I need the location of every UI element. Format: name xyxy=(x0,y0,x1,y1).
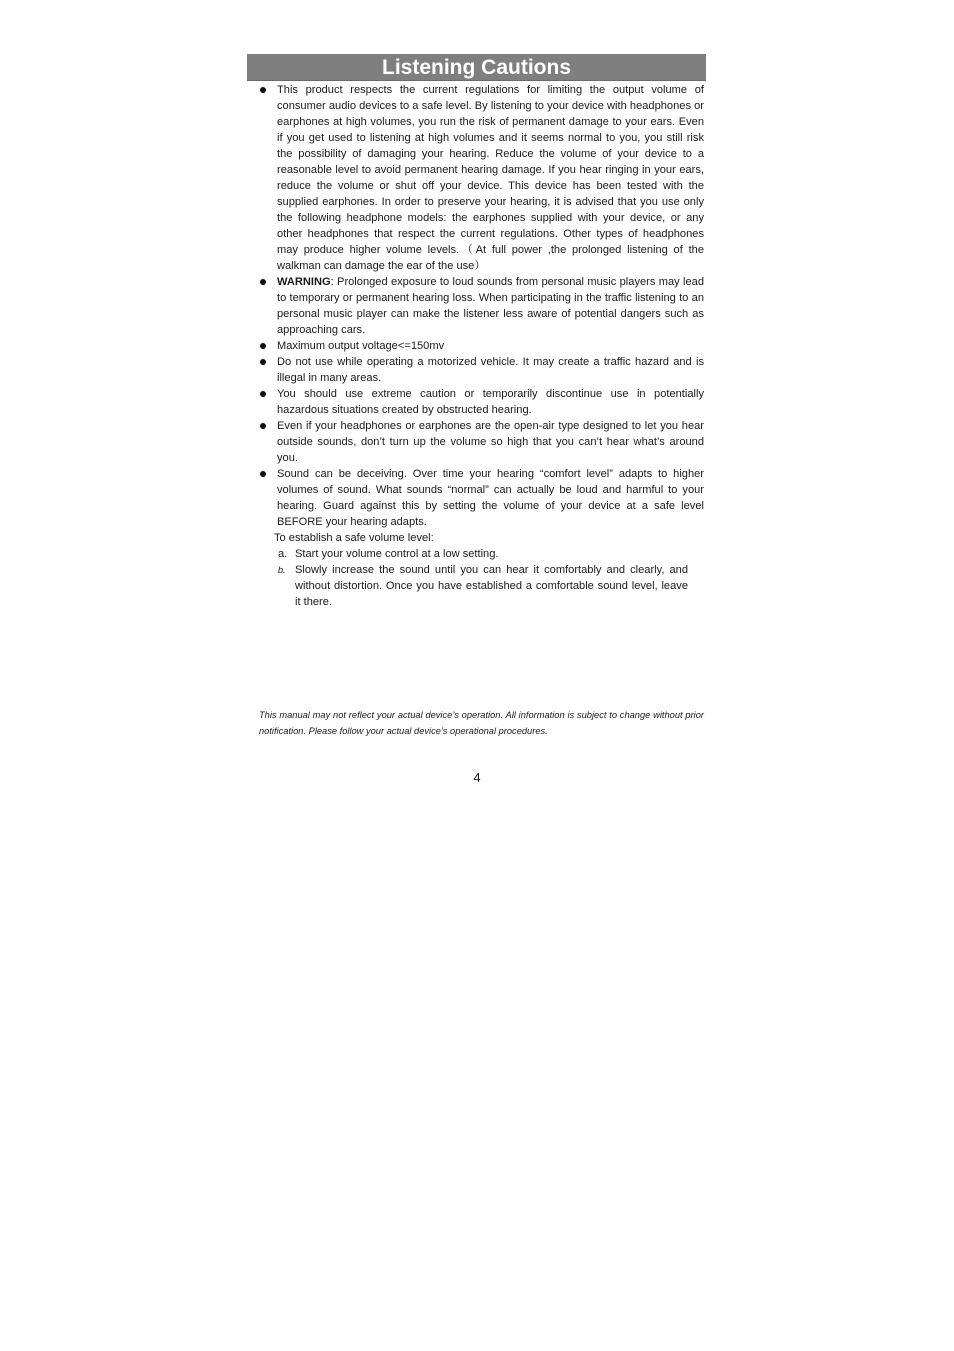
step-marker: a. xyxy=(278,548,288,560)
list-item-text: : Prolonged exposure to loud sounds from personal music players may lead to temporary or permanent hearing loss. When participating in the traffic listening to an personal music player can make the listener less aware of potential dangers such as approaching cars. xyxy=(277,276,704,336)
bullet-icon xyxy=(260,423,266,429)
list-item xyxy=(247,82,706,274)
list-item xyxy=(247,466,706,530)
step-marker: b. xyxy=(278,565,286,575)
manual-page xyxy=(247,54,706,610)
safe-volume-step xyxy=(247,546,706,562)
step-text: Start your volume control at a low setting. xyxy=(295,548,499,560)
bullet-icon xyxy=(260,87,266,93)
list-item xyxy=(247,338,706,354)
list-item-text: Even if your headphones or earphones are the open-air type designed to let you hear outside sounds, don’t turn up the volume so high that you can’t hear what’s around you. xyxy=(277,420,704,464)
safe-volume-intro: To establish a safe volume level: xyxy=(274,532,434,544)
page-number: 4 xyxy=(473,770,481,785)
list-item xyxy=(247,354,706,386)
bullet-icon xyxy=(260,471,266,477)
list-item xyxy=(247,418,706,466)
bullet-icon xyxy=(260,391,266,397)
list-item xyxy=(247,274,706,338)
warning-term: WARNING xyxy=(277,276,331,288)
bullet-icon xyxy=(260,279,266,285)
disclaimer-note: This manual may not reflect your actual device’s operation. All information is subject to change without prior notification. Please follow your actual device’s operational procedures. xyxy=(259,710,704,736)
content xyxy=(247,82,706,610)
list-item-text: This product respects the current regulations for limiting the output volume of consumer audio devices to a safe level. By listening to your device with headphones or earphones at high volumes, you run the risk of permanent damage to your ears. Even if you get used to listening at high volumes and it seems normal to you, you still risk the possibility of damaging your hearing. Reduce the volume of your device to a reasonable level to avoid permanent hearing damage. If you hear ringing in your ears, reduce the volume or shut off your device. This device has been tested with the supplied earphones. In order to preserve your hearing, it is advised that you use only the following headphone models: the earphones supplied with your device, or any other headphones that respect the current regulations. Other types of headphones may produce higher volume levels.（At full power ,the prolonged listening of the walkman can damage the ear of the use） xyxy=(277,84,704,272)
page-title: Listening Cautions xyxy=(247,54,706,81)
bullet-icon xyxy=(260,359,266,365)
list-item-text: Do not use while operating a motorized vehicle. It may create a traffic hazard and is illegal in many areas. xyxy=(277,356,704,384)
bullet-icon xyxy=(260,343,266,349)
list-item-text: You should use extreme caution or temporarily discontinue use in potentially hazardous situations created by obstructed hearing. xyxy=(277,388,704,416)
caution-list xyxy=(247,82,706,530)
list-item xyxy=(247,386,706,418)
step-text: Slowly increase the sound until you can hear it comfortably and clearly, and without distortion. Once you have established a comfortable sound level, leave it there. xyxy=(295,564,688,608)
list-item-text: Maximum output voltage<=150mv xyxy=(277,340,445,352)
safe-volume-step xyxy=(247,562,706,610)
list-item-text: Sound can be deceiving. Over time your hearing “comfort level” adapts to higher volumes of sound. What sounds “normal” can actually be loud and harmful to your hearing. Guard against this by setting the volume of your device at a safe level BEFORE your hearing adapts. xyxy=(277,468,704,528)
